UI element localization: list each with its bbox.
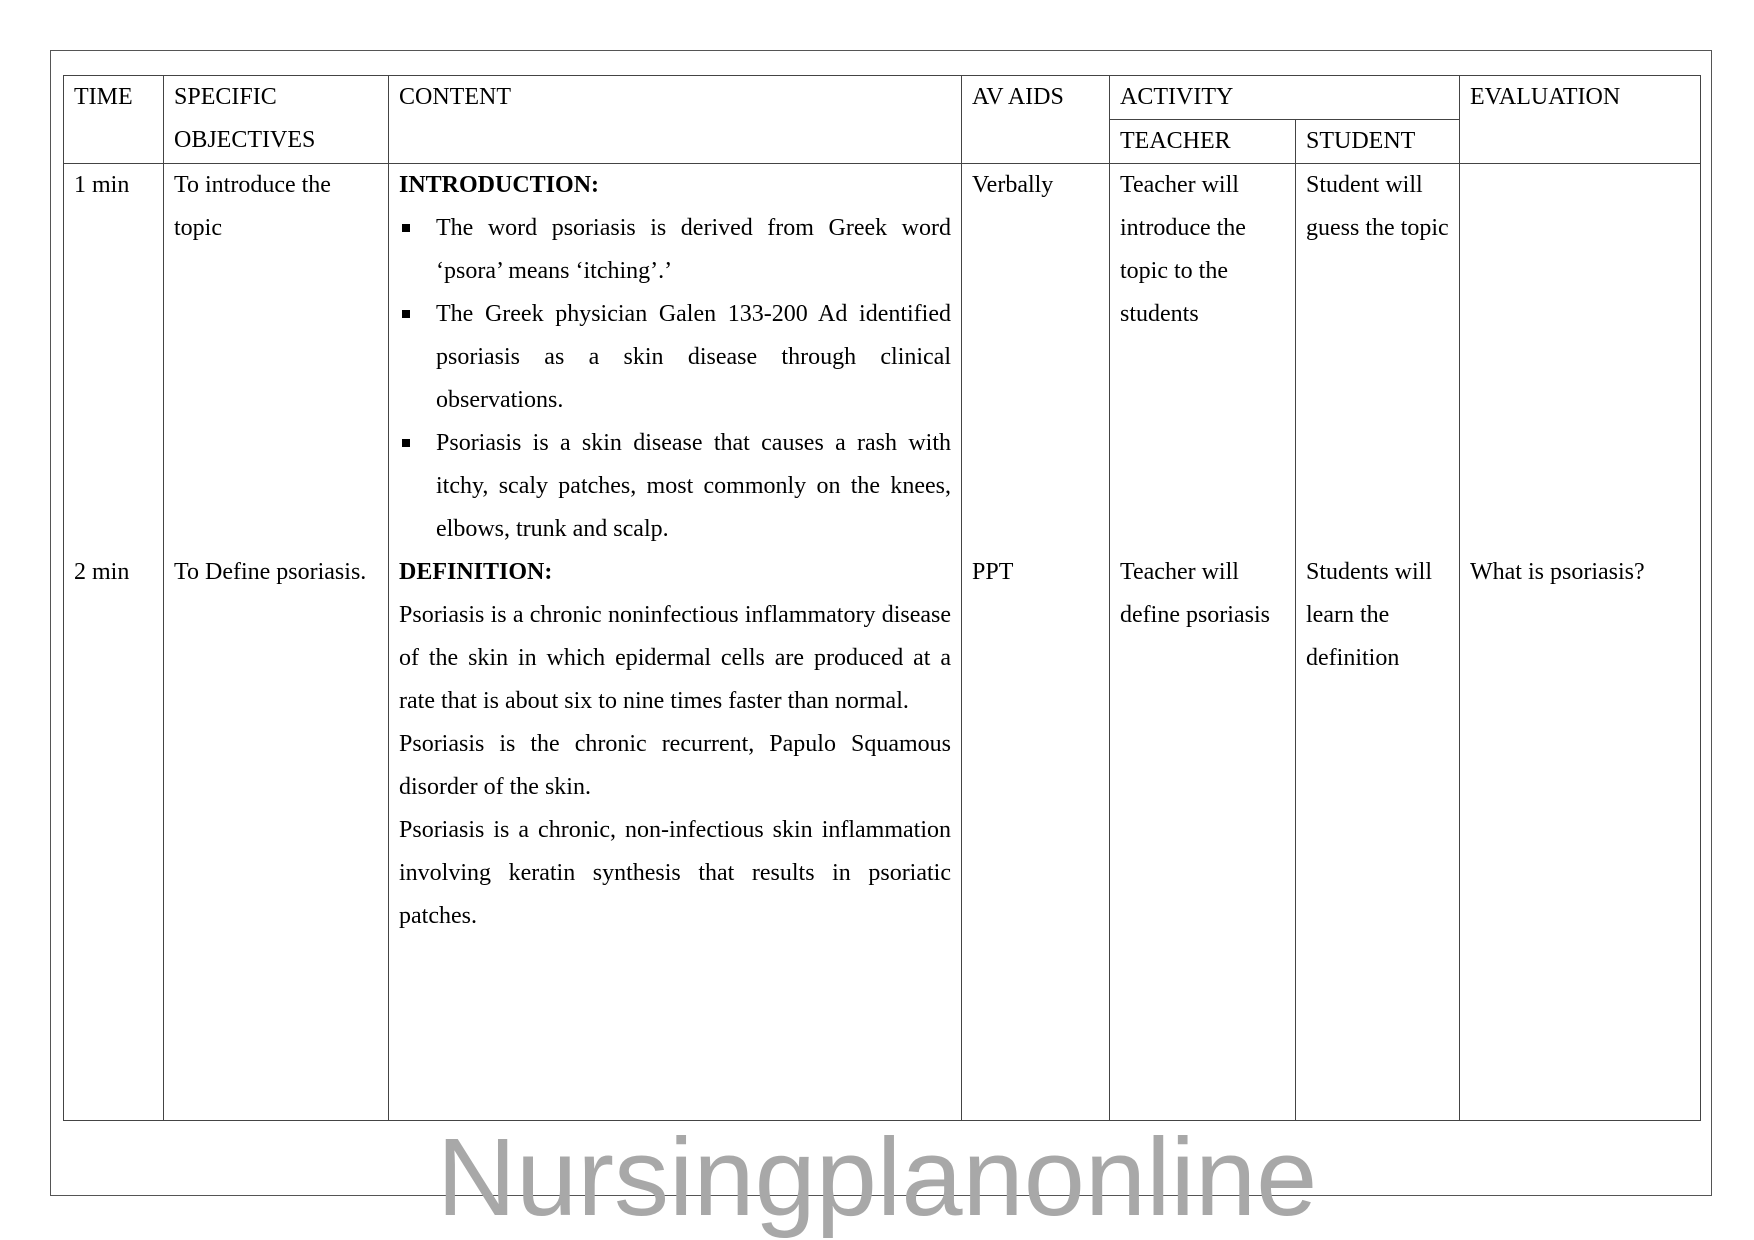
av-aids-cell xyxy=(962,164,1110,1121)
definition-paragraph: Psoriasis is a chronic noninfectious inflammatory disease of the skin in which epidermal cells are produced at a rate that is about six to nine times faster than normal. xyxy=(399,602,951,714)
header-av-aids: AV AIDS xyxy=(962,76,1110,164)
row1-teacher-activity: Teacher will introduce the topic to the students xyxy=(1120,172,1246,327)
row1-student-activity: Student will guess the topic xyxy=(1306,172,1449,241)
header-content: CONTENT xyxy=(389,76,962,164)
header-row xyxy=(64,76,1701,120)
row2-av-aid: PPT xyxy=(972,559,1014,585)
header-activity: ACTIVITY xyxy=(1110,76,1460,120)
list-item: Psoriasis is a skin disease that causes a rash with itchy, scaly patches, most commonly on the knees, elbows, trunk and scalp. xyxy=(399,422,951,551)
header-student: STUDENT xyxy=(1296,120,1460,164)
header-objectives-line2: OBJECTIVES xyxy=(174,127,316,153)
row2-time: 2 min xyxy=(74,559,130,585)
teacher-cell xyxy=(1110,164,1296,1121)
evaluation-cell xyxy=(1460,164,1701,1121)
lesson-plan-table xyxy=(63,75,1701,1121)
spacer xyxy=(74,207,153,551)
definition-heading: DEFINITION: xyxy=(399,559,553,585)
header-specific-objectives xyxy=(164,76,389,164)
table-row xyxy=(64,164,1701,1121)
introduction-heading: INTRODUCTION: xyxy=(399,172,600,198)
row2-objective: To Define psoriasis. xyxy=(174,559,367,585)
row1-evaluation xyxy=(1470,164,1690,551)
row2-student-activity: Students will learn the definition xyxy=(1306,559,1433,671)
introduction-block xyxy=(399,164,951,551)
row1-av-aid: Verbally xyxy=(972,172,1054,198)
header-time: TIME xyxy=(64,76,164,164)
definition-block xyxy=(399,551,951,938)
row1-objective: To introduce the topic xyxy=(174,172,331,241)
student-cell xyxy=(1296,164,1460,1121)
definition-paragraph: Psoriasis is the chronic recurrent, Papulo Squamous disorder of the skin. xyxy=(399,731,951,800)
time-cell xyxy=(64,164,164,1121)
row2-evaluation: What is psoriasis? xyxy=(1470,559,1645,585)
objective-cell xyxy=(164,164,389,1121)
watermark: Nursingplanonline xyxy=(436,1116,1318,1239)
row2-teacher-activity: Teacher will define psoriasis xyxy=(1120,559,1270,628)
list-item: The word psoriasis is derived from Greek word ‘psora’ means ‘itching’.’ xyxy=(399,207,951,293)
content-cell xyxy=(389,164,962,1121)
row1-time: 1 min xyxy=(74,172,130,198)
header-objectives-line1: SPECIFIC xyxy=(174,84,277,110)
introduction-list xyxy=(399,207,951,551)
header-evaluation: EVALUATION xyxy=(1460,76,1701,164)
list-item: The Greek physician Galen 133-200 Ad identified psoriasis as a skin disease through clinical observations. xyxy=(399,293,951,422)
definition-paragraph: Psoriasis is a chronic, non-infectious skin inflammation involving keratin synthesis that results in psoriatic patches. xyxy=(399,817,951,929)
header-teacher: TEACHER xyxy=(1110,120,1296,164)
